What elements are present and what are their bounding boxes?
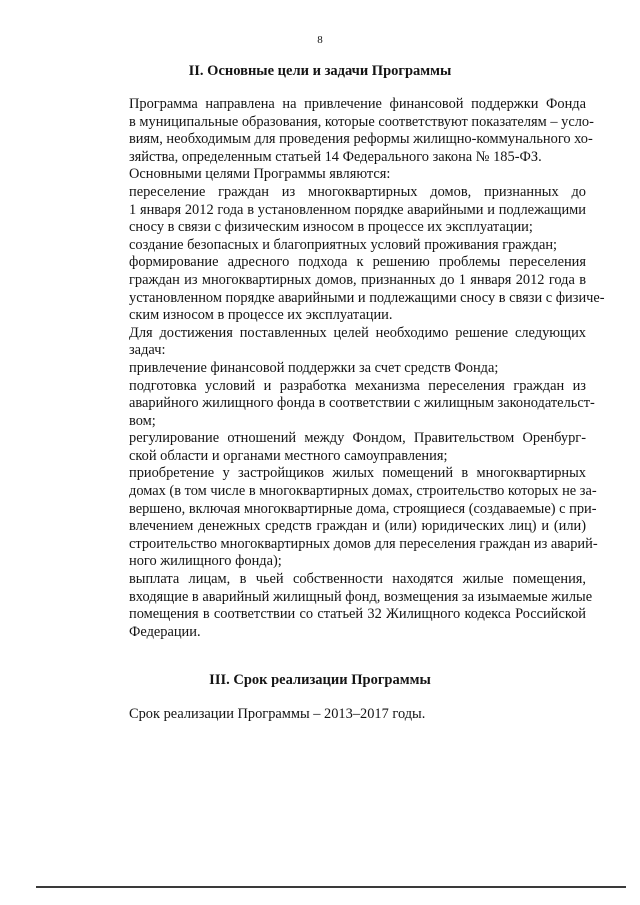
- paragraph: [89, 166, 586, 184]
- paragraph: [89, 706, 586, 724]
- paragraph: [89, 377, 595, 431]
- section-body-term: [89, 706, 586, 724]
- paragraph-line: помещения в соответствии со статьей 32 Жилищного кодекса Российской: [129, 606, 586, 623]
- paragraph: [89, 325, 586, 360]
- paragraph-line: виям, необходимым для проведения реформы жилищно-коммунального хо-: [129, 131, 593, 148]
- page-number: 8: [317, 34, 323, 46]
- paragraph-line: сносу в связи с физическим износом в процессе их эксплуатации;: [129, 219, 533, 236]
- paragraph-line: домах (в том числе в многоквартирных домах, строительство которых не за-: [129, 483, 597, 500]
- paragraph-line: ного жилищного фонда);: [129, 553, 282, 570]
- paragraph: [89, 237, 586, 255]
- section-heading-term: III. Срок реализации Программы: [209, 672, 431, 688]
- paragraph-line: 1 января 2012 года в установленном порядке аварийными и подлежащими: [129, 201, 586, 218]
- paragraph-line: вом;: [129, 412, 156, 429]
- paragraph-line: приобретение у застройщиков жилых помещений в многоквартирных: [129, 465, 586, 482]
- paragraph-line: задач:: [129, 342, 166, 359]
- paragraph-line: ским износом в процессе их эксплуатации.: [129, 307, 393, 324]
- paragraph-line: в муниципальные образования, которые соответствуют показателям – усло-: [129, 113, 594, 130]
- paragraph-line: зяйства, определенным статьей 14 Федерального закона № 185-ФЗ.: [129, 148, 542, 165]
- paragraph-line: входящие в аварийный жилищный фонд, возмещения за изымаемые жилые: [129, 588, 593, 605]
- paragraph: [89, 465, 598, 571]
- paragraph: [89, 254, 605, 324]
- paragraph-line: Федерации.: [129, 623, 201, 640]
- paragraph-line: регулирование отношений между Фондом, Правительством Оренбург-: [129, 430, 586, 447]
- paragraph-line: подготовка условий и разработка механизма переселения граждан из: [129, 377, 586, 394]
- paragraph: [89, 571, 593, 641]
- section-heading-goals: II. Основные цели и задачи Программы: [188, 63, 452, 79]
- paragraph: [89, 430, 586, 465]
- paragraph-line: строительство многоквартирных домов для переселения граждан из аварий-: [129, 535, 598, 552]
- paragraph-line: Программа направлена на привлечение финансовой поддержки Фонда: [129, 96, 586, 112]
- paragraph-line: граждан из многоквартирных домов, признанных до 1 января 2012 года в: [129, 271, 586, 288]
- paragraph: [89, 360, 586, 378]
- paragraph-line: Срок реализации Программы – 2013–2017 годы.: [129, 706, 426, 722]
- paragraph-line: переселение граждан из многоквартирных домов, признанных до: [129, 183, 586, 200]
- paragraph-line: аварийного жилищного фонда в соответствии с жилищным законодательст-: [129, 395, 595, 412]
- paragraph-line: Для достижения поставленных целей необходимо решение следующих: [129, 324, 586, 341]
- paragraph: [89, 184, 586, 237]
- paragraph-line: ской области и органами местного самоуправления;: [129, 447, 448, 464]
- paragraph-line: создание безопасных и благоприятных условий проживания граждан;: [129, 236, 558, 253]
- bottom-divider: [36, 886, 626, 888]
- section-body-goals: [89, 96, 605, 641]
- paragraph-line: выплата лицам, в чьей собственности находятся жилые помещения,: [129, 571, 586, 588]
- paragraph-line: влечением денежных средств граждан и (или) юридических лиц) и (или): [129, 518, 586, 535]
- paragraph-line: формирование адресного подхода к решению проблемы переселения: [129, 254, 586, 271]
- paragraph-line: Основными целями Программы являются:: [129, 166, 391, 183]
- paragraph-line: вершено, включая многоквартирные дома, строящиеся (создаваемые) с при-: [129, 500, 597, 517]
- paragraph: [89, 96, 594, 166]
- paragraph-line: привлечение финансовой поддержки за счет средств Фонда;: [129, 359, 499, 376]
- paragraph-line: установленном порядке аварийными и подлежащими сносу в связи с физиче-: [129, 289, 605, 306]
